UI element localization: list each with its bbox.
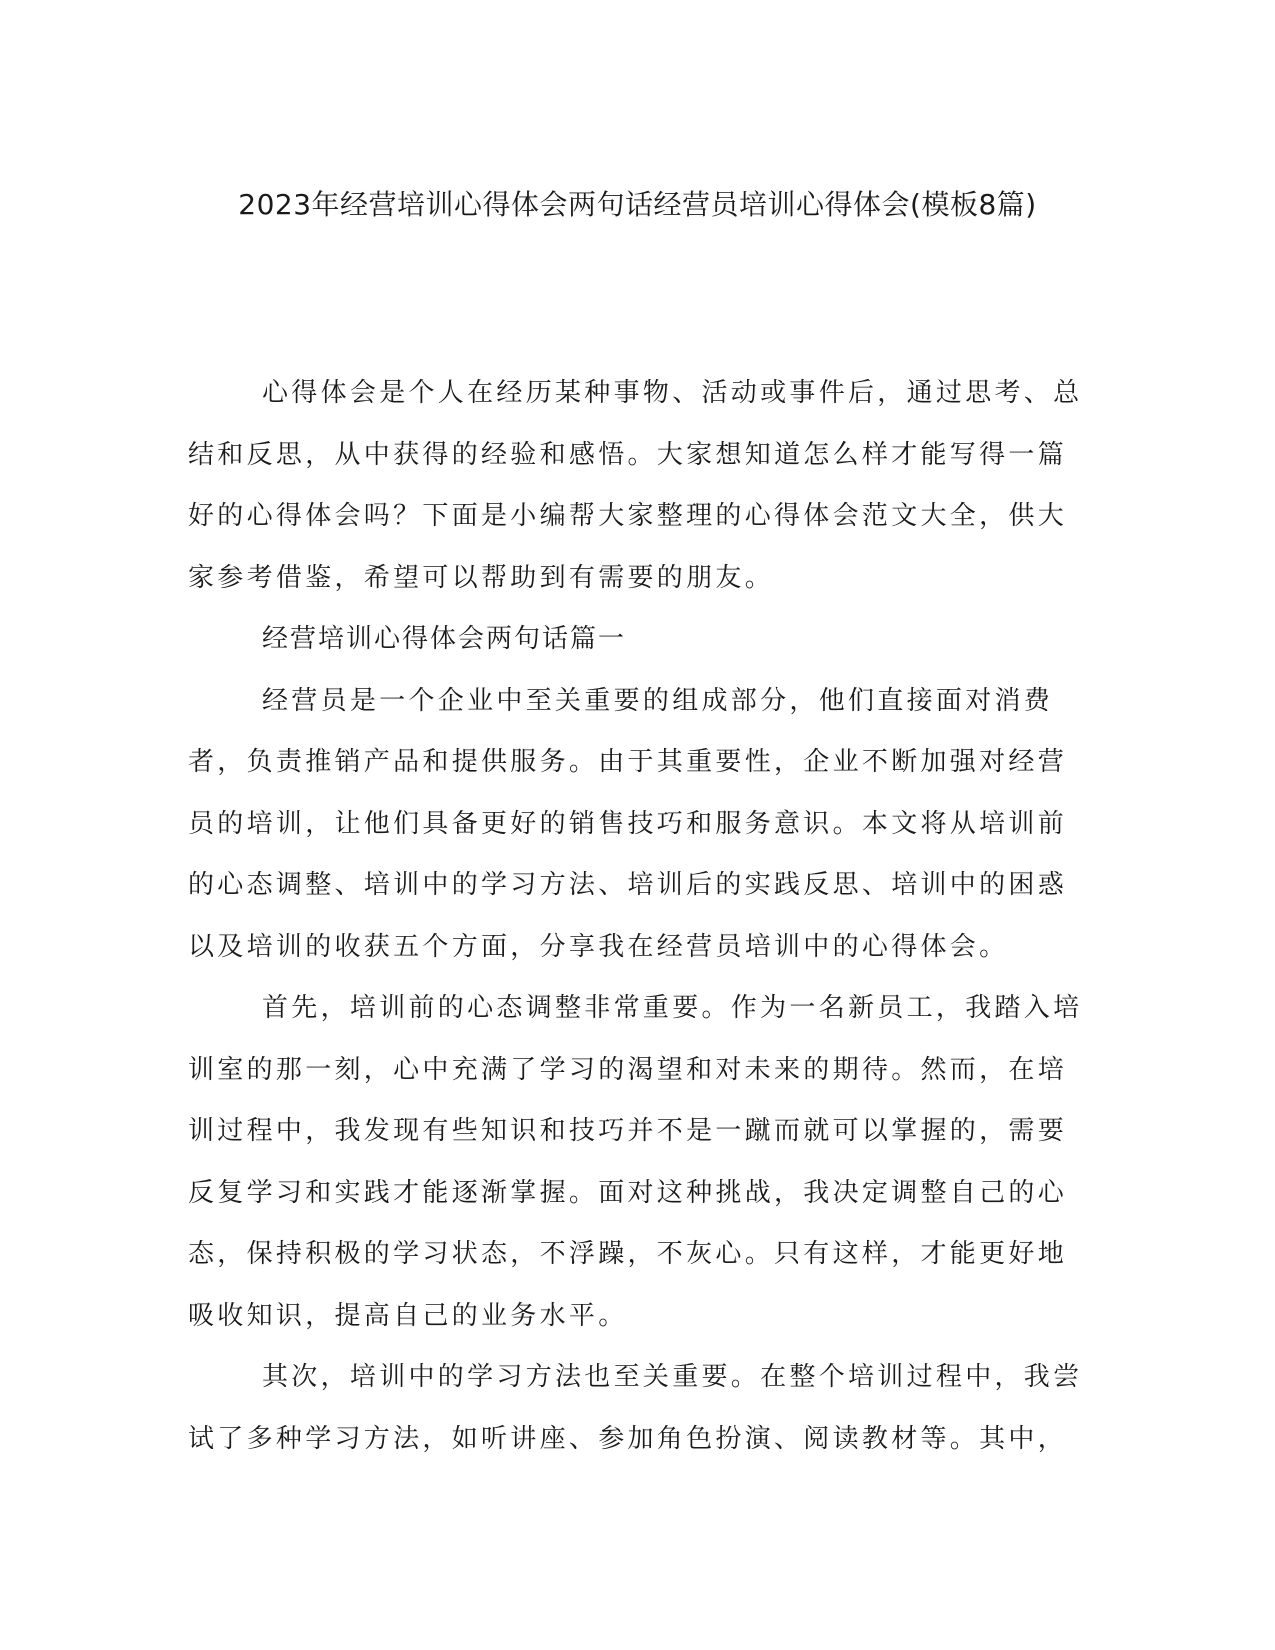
document-body bbox=[188, 363, 1088, 1470]
document-title: 2023年经营培训心得体会两句话经营员培训心得体会(模板8篇) bbox=[238, 188, 1037, 221]
body-paragraph: 经营员是一个企业中至关重要的组成部分，他们直接面对消费者，负责推销产品和提供服务。由于其重要性，企业不断加强对经营员的培训，让他们具备更好的销售技巧和服务意识。本文将从培训前的心态调整、培训中的学习方法、培训后的实践反思、培训中的困惑以及培训的收获五个方面，分享我在经营员培训中的心得体会。 bbox=[188, 685, 1068, 962]
section-heading: 经营培训心得体会两句话篇一 bbox=[262, 624, 627, 654]
body-paragraph: 首先，培训前的心态调整非常重要。作为一名新员工，我踏入培训室的那一刻，心中充满了学习的渴望和对未来的期待。然而，在培训过程中，我发现有些知识和技巧并不是一蹴而就可以掌握的，需要反复学习和实践才能逐渐掌握。面对这种挑战，我决定调整自己的心态，保持积极的学习状态，不浮躁，不灰心。只有这样，才能更好地吸收知识，提高自己的业务水平。 bbox=[188, 993, 1083, 1331]
body-paragraph: 其次，培训中的学习方法也至关重要。在整个培训过程中，我尝试了多种学习方法，如听讲座、参加角色扮演、阅读教材等。其中， bbox=[188, 1362, 1083, 1454]
intro-paragraph: 心得体会是个人在经历某种事物、活动或事件后，通过思考、总结和反思，从中获得的经验和感悟。大家想知道怎么样才能写得一篇好的心得体会吗？下面是小编帮大家整理的心得体会范文大全，供大家参考借鉴，希望可以帮助到有需要的朋友。 bbox=[188, 378, 1083, 593]
